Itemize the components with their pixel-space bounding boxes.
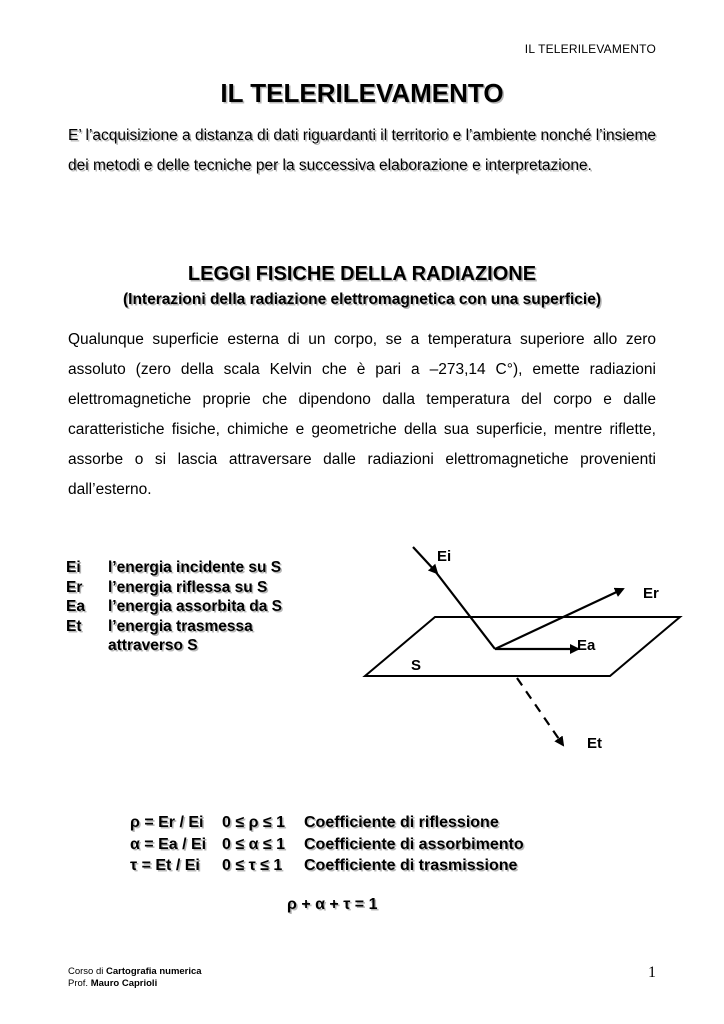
page-number: 1 (648, 964, 656, 981)
footer-course (68, 966, 202, 978)
incident-ray (435, 571, 495, 649)
legend-row (66, 636, 282, 656)
section-title: LEGGI FISICHE DELLA RADIAZIONE (187, 263, 537, 285)
footer-professor (68, 978, 202, 990)
formula-range: 0 ≤ ρ ≤ 1 (222, 814, 286, 831)
formula-expression: τ = Et / Ei (130, 857, 200, 874)
transmitted-arrow (517, 678, 563, 745)
page-footer (68, 966, 202, 990)
legend-row (66, 597, 282, 617)
footer-prof-name: Mauro Caprioli (90, 978, 158, 989)
section-subtitle: (Interazioni della radiazione elettromagnetica con una superficie) (122, 291, 602, 308)
legend-row (66, 617, 282, 637)
formula-range: 0 ≤ τ ≤ 1 (222, 857, 283, 874)
legend-symbol (66, 636, 108, 656)
footer-prof-prefix: Prof. (68, 978, 91, 989)
reflected-arrow (495, 589, 623, 649)
legend-text: l’energia trasmessa (108, 617, 253, 635)
label-transmitted: Et (587, 735, 602, 752)
radiation-diagram (355, 535, 685, 765)
legend-row (66, 558, 282, 578)
formula-expression: ρ = Er / Ei (130, 814, 204, 831)
coefficients-table (130, 812, 524, 877)
formula-name: Coefficiente di assorbimento (304, 835, 524, 853)
running-header: IL TELERILEVAMENTO (524, 42, 656, 56)
label-surface: S (411, 657, 422, 674)
label-incident: Ei (437, 548, 452, 565)
footer-course-prefix: Corso di (68, 966, 107, 977)
formula-row (130, 812, 524, 834)
label-reflected: Er (643, 585, 659, 602)
formula-name: Coefficiente di riflessione (304, 814, 499, 831)
legend-text: attraverso S (108, 637, 198, 654)
body-paragraph: Qualunque superficie esterna di un corpo, se a temperatura superiore allo zero assoluto (zero della scala Kelvin che è pari a –273,14 C°), emette radiazioni elettromagnetiche proprie che dipendono dalla temperatura del corpo e dalle caratteristiche fisiche, chimiche e geometriche della sua superficie, mentre riflette, assorbe o si lascia attraversare dalle radiazioni elettromagnetiche provenienti dall’esterno. (68, 331, 656, 498)
legend-table (66, 558, 282, 656)
footer-course-name: Cartografia numerica (106, 966, 202, 977)
legend-text: l’energia incidente su S (108, 559, 282, 576)
legend-symbol: Er (66, 578, 83, 596)
intro-paragraph: E’ l’acquisizione a distanza di dati riguardanti il territorio e l’ambiente nonché l’insieme dei metodi e delle tecniche per la successiva elaborazione e interpretazione. (68, 127, 656, 174)
legend-symbol: Ea (66, 598, 85, 615)
formula-row (130, 834, 524, 856)
legend-text: l’energia riflessa su S (108, 578, 268, 596)
incident-arrow (413, 547, 437, 573)
legend-symbol: Ei (66, 559, 81, 576)
label-absorbed: Ea (577, 637, 596, 654)
page-title: IL TELERILEVAMENTO (220, 78, 504, 108)
formula-expression: α = Ea / Ei (130, 835, 207, 853)
legend-text: l’energia assorbita da S (108, 598, 283, 615)
legend-symbol: Et (66, 617, 82, 635)
formula-range: 0 ≤ α ≤ 1 (222, 835, 285, 853)
formula-row (130, 855, 524, 877)
coefficients-sum: ρ + α + τ = 1 (287, 896, 378, 913)
radiation-diagram-svg (355, 535, 685, 765)
formula-name: Coefficiente di trasmissione (304, 857, 518, 874)
legend-row (66, 578, 282, 598)
